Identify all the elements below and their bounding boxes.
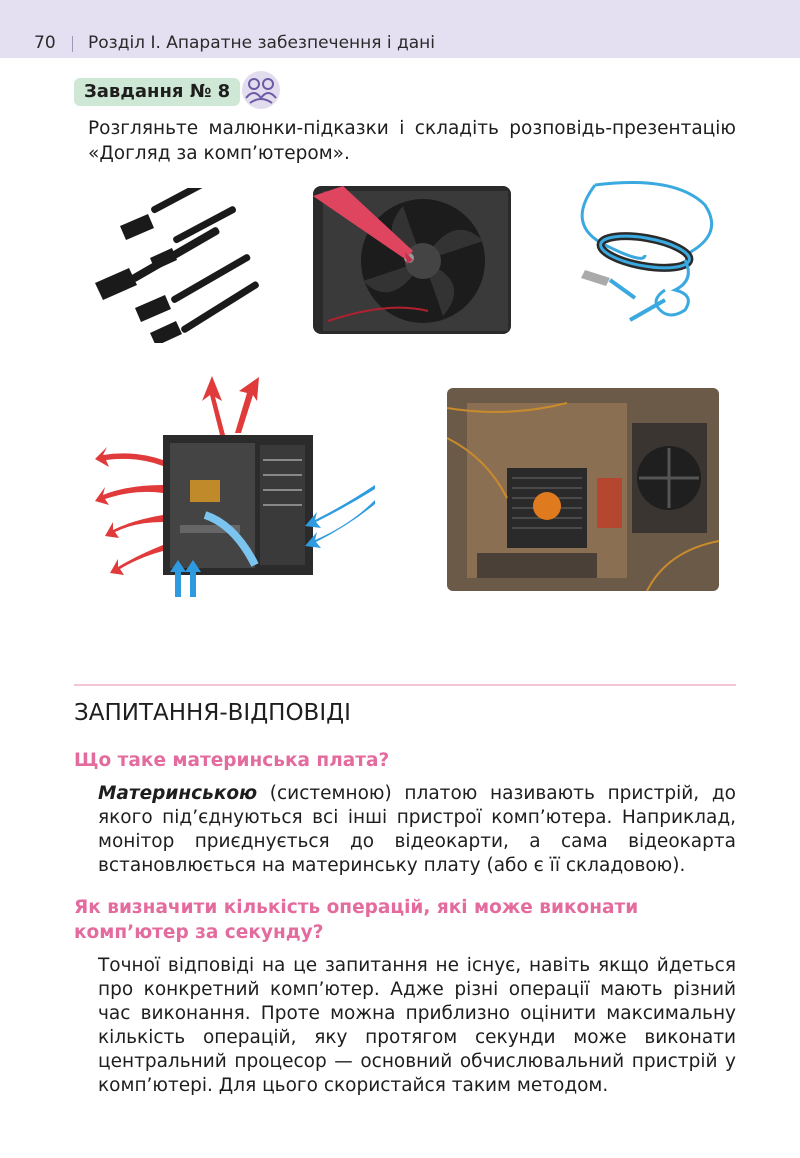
answer-1-text: (системною) платою називають пристрій, до якого під’єднуються всі інші пристрої комп’ютера. Наприклад, монітор приєднується до відеокарти, а сама відеокарта встановлюється на материнську плату (або є її складовою).	[98, 783, 736, 876]
answer-2: Точної відповіді на це запитання не існує, навіть якщо йдеться про конкретний комп’ютер. Адже різні операції мають різний час виконання. Проте можна приблизно оцінити максимальну кількість операцій, яку протягом секунди може виконати центральний процесор — основний обчислювальний пристрій у комп’ютері. Для цього скористайся таким методом.	[98, 955, 736, 1096]
dusty-motherboard-image	[447, 388, 719, 591]
chapter-title: Розділ І. Апаратне забезпечення і дані	[88, 33, 436, 53]
header-separator	[72, 36, 73, 52]
brushes-image	[90, 188, 280, 343]
group-work-icon	[241, 70, 281, 110]
task-badge: Завдання № 8	[74, 78, 240, 106]
question-1: Що таке материнська плата?	[74, 750, 390, 771]
answer-1	[98, 782, 736, 878]
case-airflow-image	[95, 375, 380, 600]
answer-1-term: Материнською	[98, 783, 258, 804]
antistatic-wrist-strap-image	[565, 180, 745, 335]
question-2: Як визначити кількість операцій, які може виконати комп’ютер за секунду?	[74, 897, 639, 943]
section-divider	[74, 684, 736, 686]
task-text: Розгляньте малюнки-підказки і складіть розповідь-презентацію «Догляд за комп’ютером».	[88, 118, 736, 164]
page-header	[0, 0, 800, 58]
fan-oiling-image	[313, 186, 511, 334]
page-number: 70	[34, 33, 56, 53]
qa-heading: ЗАПИТАННЯ-ВІДПОВІДІ	[74, 700, 351, 726]
